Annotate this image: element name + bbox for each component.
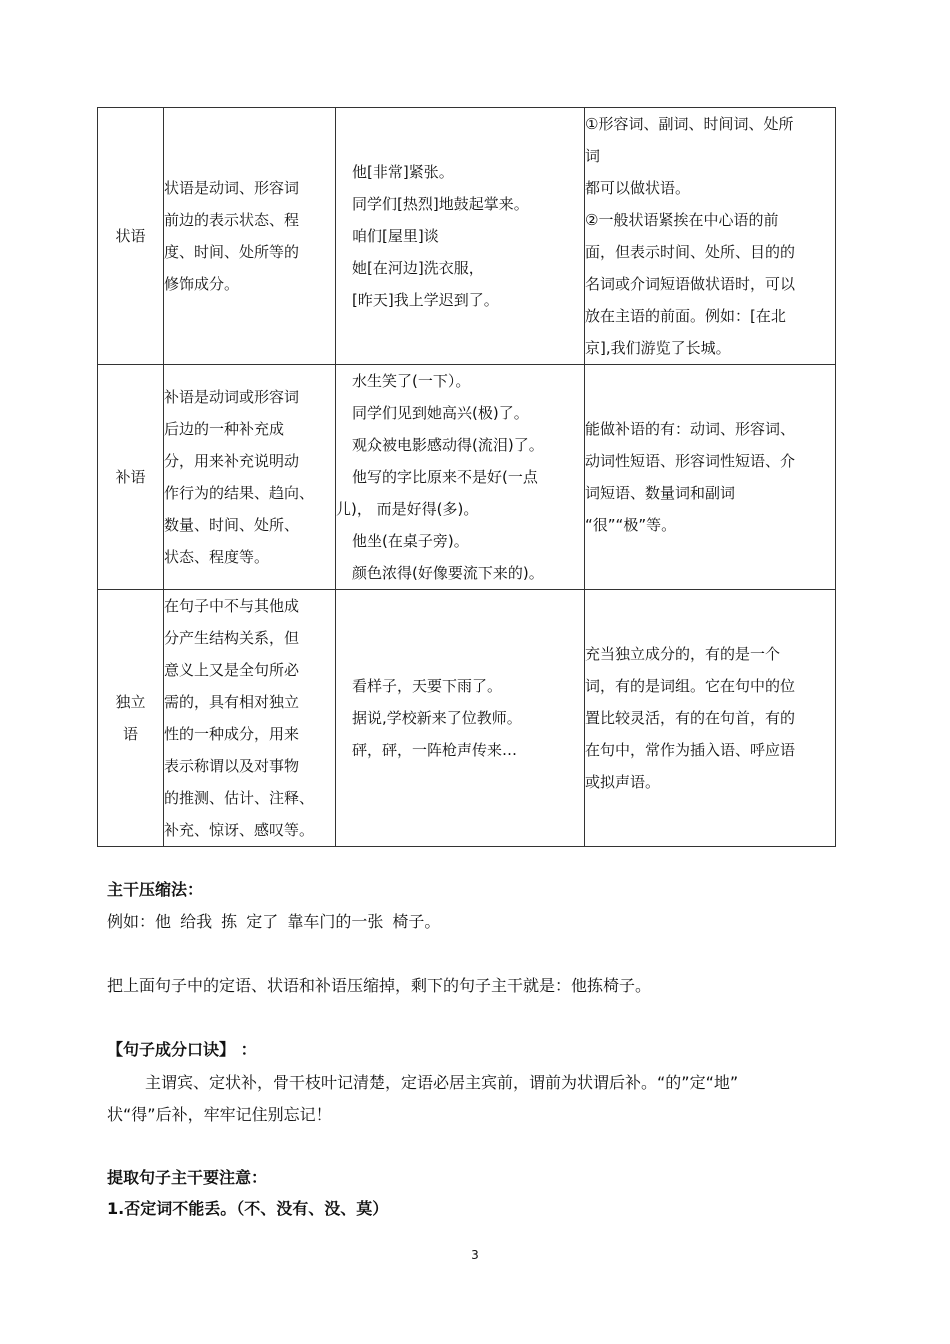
definition-line: 度、时间、处所等的 — [164, 243, 300, 261]
page-number: 3 — [471, 1248, 479, 1262]
note-line: 词 — [585, 147, 601, 165]
notice-heading: 提取句子主干要注意： — [107, 1168, 268, 1187]
example-line: 他坐(在桌子旁)。 — [352, 532, 469, 550]
definition-line: 需的，具有相对独立 — [164, 693, 300, 711]
example-cell — [336, 108, 585, 365]
table-row-independent — [98, 590, 836, 847]
definition-line: 分，用来补充说明动 — [164, 452, 300, 470]
note-cell — [585, 108, 836, 365]
mnemonic-heading: 【句子成分口诀】 ： — [107, 1040, 257, 1059]
note-line: 京],我们游览了长城。 — [585, 339, 731, 357]
example-line: 儿)， 而是好得(多)。 — [336, 500, 479, 518]
definition-line: 作行为的结果、趋向、 — [164, 484, 315, 502]
example-line: 据说,学校新来了位教师。 — [352, 709, 522, 727]
note-line: 词短语、数量词和副词 — [585, 484, 736, 502]
example-line: 同学们[热烈]地鼓起掌来。 — [352, 195, 529, 213]
example-line: 看样子，天要下雨了。 — [352, 677, 503, 695]
note-cell — [585, 590, 836, 847]
example-line: 她[在河边]洗衣服， — [352, 259, 484, 277]
table-row-complement — [98, 365, 836, 590]
note-line: 面，但表示时间、处所、目的的 — [585, 243, 796, 261]
definition-line: 前边的表示状态、程 — [164, 211, 300, 229]
component-name: 状语 — [115, 227, 146, 245]
component-name: 语 — [122, 725, 138, 743]
example-line: 他写的字比原来不是好(一点 — [352, 468, 538, 486]
table-row-adverbial — [98, 108, 836, 365]
component-name: 补语 — [115, 468, 146, 486]
note-line: ②一般状语紧挨在中心语的前 — [585, 211, 779, 229]
note-line: 名词或介词短语做状语时，可以 — [585, 275, 796, 293]
example-line: 他[非常]紧张。 — [352, 163, 454, 181]
sentence-components-table — [97, 107, 836, 847]
compress-example: 例如：他 给我 拣 定了 靠车门的一张 椅子。 — [107, 912, 441, 931]
note-line: 充当独立成分的，有的是一个 — [585, 645, 781, 663]
note-line: 词，有的是词组。它在句中的位 — [585, 677, 796, 695]
definition-line: 分产生结构关系，但 — [164, 629, 300, 647]
definition-line: 表示称谓以及对事物 — [164, 757, 300, 775]
example-line: 同学们见到她高兴(极)了。 — [352, 404, 529, 422]
example-line: 水生笑了(一下）。 — [352, 372, 471, 390]
example-line: 砰，砰，一阵枪声传来… — [352, 741, 518, 759]
component-name: 独立 — [115, 693, 146, 711]
example-cell — [336, 590, 585, 847]
example-line: 咱们[屋里]谈 — [352, 227, 439, 245]
example-line: [昨天]我上学迟到了。 — [352, 291, 499, 309]
note-line: 放在主语的前面。例如：[在北 — [585, 307, 786, 325]
note-line: ①形容词、副词、时间词、处所 — [585, 115, 794, 133]
note-line: “很”“极”等。 — [585, 516, 677, 534]
definition-line: 补充、惊讶、感叹等。 — [164, 821, 315, 839]
example-cell — [336, 365, 585, 590]
notice-item: 1.否定词不能丢。（不、没有、没、莫） — [107, 1199, 389, 1218]
definition-line: 意义上又是全句所必 — [164, 661, 300, 679]
mnemonic-line: 状“得”后补，牢牢记住别忘记！ — [107, 1105, 332, 1124]
definition-line: 在句子中不与其他成 — [164, 597, 300, 615]
definition-line: 状语是动词、形容词 — [164, 179, 300, 197]
definition-line: 状态、程度等。 — [164, 548, 270, 566]
mnemonic-line: 主谓宾、定状补，骨干枝叶记清楚，定语必居主宾前，谓前为状谓后补。“的”定“地” — [145, 1073, 739, 1092]
definition-line: 数量、时间、处所、 — [164, 516, 300, 534]
note-line: 置比较灵活，有的在句首，有的 — [585, 709, 796, 727]
definition-line: 后边的一种补充成 — [164, 420, 285, 438]
component-name-cell — [98, 108, 164, 365]
definition-line: 补语是动词或形容词 — [164, 388, 300, 406]
component-name-cell — [98, 365, 164, 590]
definition-line: 性的一种成分，用来 — [164, 725, 300, 743]
definition-cell — [164, 590, 336, 847]
example-line: 观众被电影感动得(流泪)了。 — [352, 436, 544, 454]
component-name-cell — [98, 590, 164, 847]
note-cell — [585, 365, 836, 590]
definition-cell — [164, 108, 336, 365]
example-line: 颜色浓得(好像要流下来的)。 — [352, 564, 544, 582]
definition-line: 修饰成分。 — [164, 275, 240, 293]
compress-heading: 主干压缩法： — [107, 880, 204, 899]
note-line: 在句中，常作为插入语、呼应语 — [585, 741, 796, 759]
compress-explanation: 把上面句子中的定语、状语和补语压缩掉，剩下的句子主干就是：他拣椅子。 — [107, 976, 652, 995]
definition-cell — [164, 365, 336, 590]
note-line: 都可以做状语。 — [585, 179, 691, 197]
definition-line: 的推测、估计、注释、 — [164, 789, 315, 807]
note-line: 能做补语的有：动词、形容词、 — [585, 420, 796, 438]
note-line: 动词性短语、形容词性短语、介 — [585, 452, 796, 470]
note-line: 或拟声语。 — [585, 773, 661, 791]
